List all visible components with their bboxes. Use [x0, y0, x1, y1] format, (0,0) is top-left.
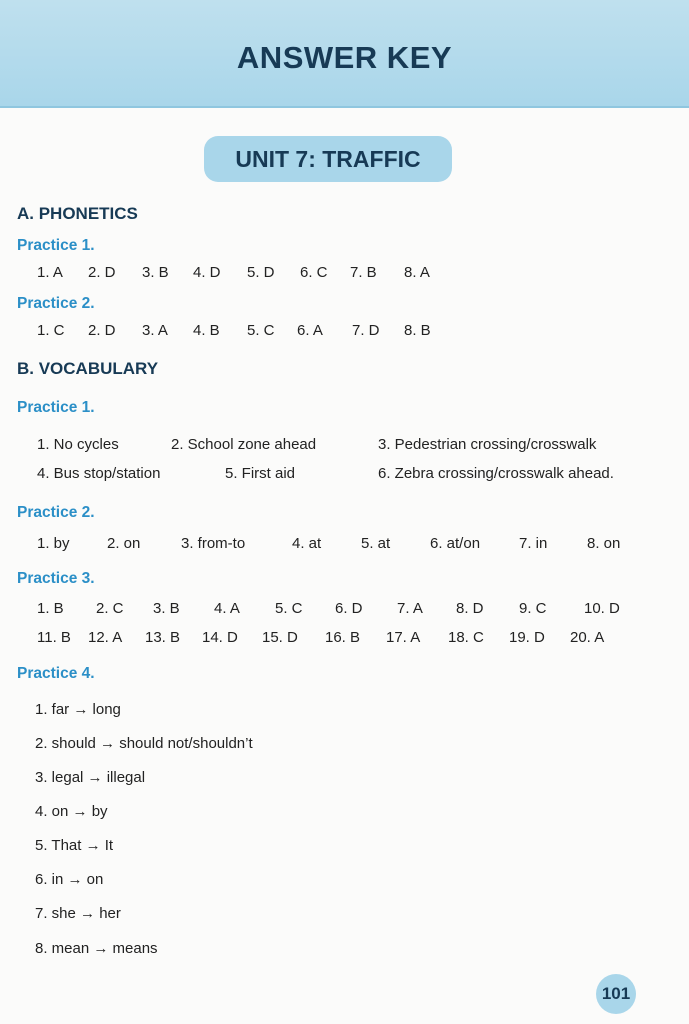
page-number: 101	[601, 984, 631, 1003]
vocabulary-practice-2-label: Practice 2.	[17, 504, 95, 521]
answer: 1. by	[37, 535, 70, 552]
answer: 8. A	[404, 264, 430, 281]
phonetics-heading: A. PHONETICS	[17, 204, 138, 223]
answer: 4. D	[193, 264, 221, 281]
unit-heading	[204, 136, 452, 182]
answer: 5. D	[247, 264, 275, 281]
list-item: 2. should → should not/shouldn’t	[35, 735, 253, 752]
answer: 7. D	[352, 322, 380, 339]
answer: 14. D	[202, 629, 238, 646]
unit-label: UNIT 7: TRAFFIC	[235, 145, 421, 172]
answer: 9. C	[519, 600, 547, 617]
answer: 6. C	[300, 264, 328, 281]
list-item: 8. mean → means	[35, 940, 158, 957]
page-title: ANSWER KEY	[236, 40, 453, 75]
list-item: 5. That → It	[35, 837, 114, 854]
answer: 3. B	[153, 600, 180, 617]
list-item: 1. far → long	[35, 701, 121, 718]
phonetics-practice-1-label: Practice 1.	[17, 237, 95, 254]
phonetics-practice-2-answers	[37, 322, 457, 342]
vocabulary-practice-3-label: Practice 3.	[17, 570, 95, 587]
answer: 3. Pedestrian crossing/crosswalk	[378, 436, 597, 453]
answer: 4. A	[214, 600, 240, 617]
vocabulary-heading: B. VOCABULARY	[17, 359, 159, 378]
vocabulary-practice-1-row-1	[37, 436, 637, 456]
vocabulary-practice-4-label: Practice 4.	[17, 665, 95, 682]
phonetics-practice-1-answers	[37, 264, 457, 284]
answer: 19. D	[509, 629, 545, 646]
answer: 4. B	[193, 322, 220, 339]
answer: 4. Bus stop/station	[37, 465, 161, 482]
answer: 2. D	[88, 264, 116, 281]
answer: 18. C	[448, 629, 484, 646]
vocabulary-practice-3-row-1	[37, 600, 637, 620]
answer: 7. A	[397, 600, 423, 617]
answer: 10. D	[584, 600, 620, 617]
answer: 1. B	[37, 600, 64, 617]
answer: 16. B	[325, 629, 361, 646]
answer: 5. First aid	[225, 465, 296, 482]
vocabulary-practice-3-row-2	[37, 629, 637, 649]
vocabulary-practice-1-label: Practice 1.	[17, 399, 95, 416]
answer: 13. B	[145, 629, 181, 646]
answer: 11. B	[37, 629, 71, 646]
answer: 8. on	[587, 535, 621, 552]
list-item: 6. in → on	[35, 871, 104, 888]
answer: 3. A	[142, 322, 168, 339]
answer: 20. A	[570, 629, 605, 646]
vocabulary-practice-2-answers	[37, 535, 637, 555]
answer: 5. C	[275, 600, 303, 617]
answer: 8. B	[404, 322, 431, 339]
answer: 3. B	[142, 264, 169, 281]
answer: 17. A	[386, 629, 421, 646]
answer: 12. A	[88, 629, 123, 646]
phonetics-practice-2-label: Practice 2.	[17, 295, 95, 312]
list-item: 7. she → her	[35, 905, 121, 922]
answer: 3. from-to	[181, 535, 246, 552]
answer: 2. School zone ahead	[171, 436, 317, 453]
answer: 6. Zebra crossing/crosswalk ahead.	[378, 465, 614, 482]
answer: 5. at	[361, 535, 391, 552]
answer: 2. D	[88, 322, 116, 339]
answer: 2. C	[96, 600, 124, 617]
answer: 15. D	[262, 629, 298, 646]
vocabulary-practice-1-row-2	[37, 465, 637, 485]
answer: 5. C	[247, 322, 275, 339]
answer: 7. in	[519, 535, 548, 552]
answer: 6. at/on	[430, 535, 481, 552]
answer: 6. A	[297, 322, 323, 339]
answer: 1. A	[37, 264, 63, 281]
list-item: 4. on → by	[35, 803, 108, 820]
page-number-badge	[596, 974, 636, 1014]
answer: 4. at	[292, 535, 322, 552]
list-item: 3. legal → illegal	[35, 769, 146, 786]
answer: 7. B	[350, 264, 377, 281]
answer: 8. D	[456, 600, 484, 617]
answer: 1. C	[37, 322, 65, 339]
answer: 1. No cycles	[37, 436, 119, 453]
answer: 6. D	[335, 600, 363, 617]
answer: 2. on	[107, 535, 141, 552]
